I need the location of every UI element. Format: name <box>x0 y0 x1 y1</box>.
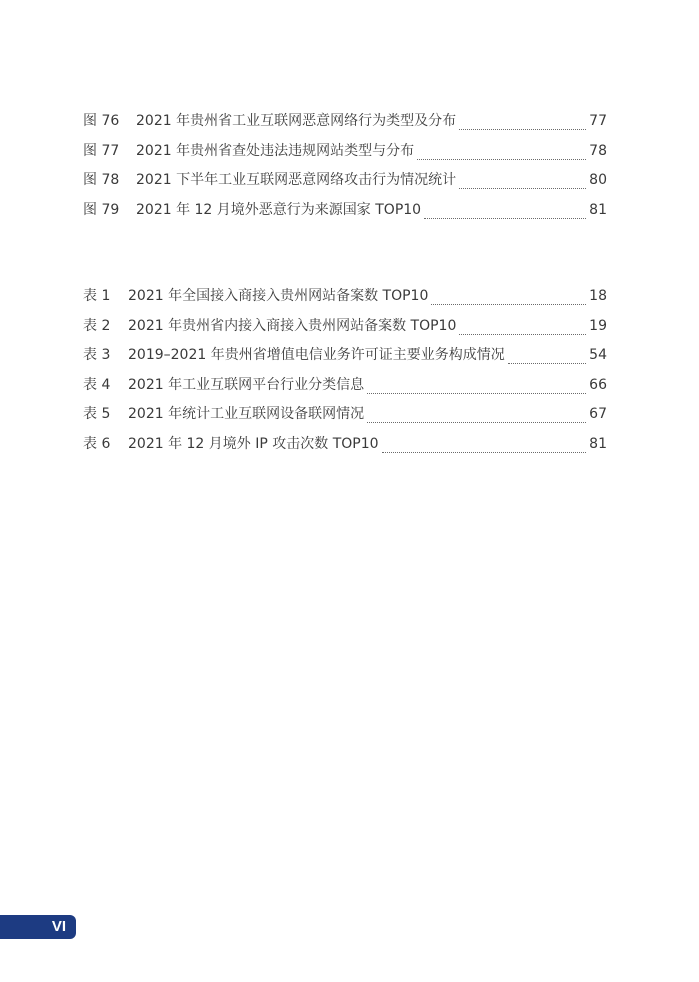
dot-leader <box>367 393 586 394</box>
dot-leader <box>459 188 586 189</box>
dot-leader <box>382 452 587 453</box>
toc-entry-table-6[interactable] <box>83 433 607 463</box>
entry-number: 表 2 <box>83 317 111 334</box>
dot-leader <box>431 304 586 305</box>
entry-page: 67 <box>589 406 607 422</box>
entry-number: 表 1 <box>83 288 111 304</box>
toc-entry-figure-77[interactable] <box>83 140 607 170</box>
entry-title: 2019–2021 年贵州省增值电信业务许可证主要业务构成情况 <box>128 347 505 363</box>
toc-entry-table-4[interactable] <box>83 374 607 404</box>
entry-number: 表 3 <box>83 347 111 363</box>
entry-number: 表 5 <box>83 406 111 422</box>
entry-page: 54 <box>589 347 607 363</box>
entry-title: 2021 年 12 月境外 IP 攻击次数 TOP10 <box>128 435 379 452</box>
entry-number: 图 79 <box>83 201 120 218</box>
entry-page: 18 <box>589 288 607 304</box>
toc-entry-figure-78[interactable] <box>83 169 607 199</box>
page-number-badge: VI <box>0 915 76 939</box>
entry-title: 2021 下半年工业互联网恶意网络攻击行为情况统计 <box>136 172 457 188</box>
entry-title: 2021 年贵州省查处违法违规网站类型与分布 <box>136 142 415 159</box>
entry-title: 2021 年贵州省工业互联网恶意网络行为类型及分布 <box>136 113 457 129</box>
table-list <box>83 285 607 462</box>
entry-title: 2021 年贵州省内接入商接入贵州网站备案数 TOP10 <box>128 317 457 334</box>
entry-page: 81 <box>589 201 607 218</box>
entry-page: 66 <box>589 376 607 393</box>
entry-page: 77 <box>589 113 607 129</box>
toc-entry-table-1[interactable] <box>83 285 607 315</box>
dot-leader <box>459 129 586 130</box>
dot-leader <box>367 422 586 423</box>
entry-number: 图 76 <box>83 113 120 129</box>
entry-number: 表 4 <box>83 376 111 393</box>
toc-entry-table-5[interactable] <box>83 403 607 433</box>
toc-entry-table-2[interactable] <box>83 315 607 345</box>
entry-title: 2021 年统计工业互联网设备联网情况 <box>128 406 365 422</box>
entry-number: 表 6 <box>83 435 111 452</box>
entry-page: 80 <box>589 172 607 188</box>
dot-leader <box>424 218 586 219</box>
dot-leader <box>417 159 586 160</box>
toc-entry-table-3[interactable] <box>83 344 607 374</box>
entry-number: 图 78 <box>83 172 120 188</box>
toc-entry-figure-76[interactable] <box>83 110 607 140</box>
figure-list <box>83 110 607 228</box>
entry-page: 81 <box>589 435 607 452</box>
toc-entry-figure-79[interactable] <box>83 199 607 229</box>
entry-page: 78 <box>589 142 607 159</box>
entry-title: 2021 年工业互联网平台行业分类信息 <box>128 376 365 393</box>
dot-leader <box>508 363 586 364</box>
entry-number: 图 77 <box>83 142 120 159</box>
entry-title: 2021 年 12 月境外恶意行为来源国家 TOP10 <box>136 201 422 218</box>
entry-title: 2021 年全国接入商接入贵州网站备案数 TOP10 <box>128 288 429 304</box>
entry-page: 19 <box>589 317 607 334</box>
dot-leader <box>459 334 586 335</box>
